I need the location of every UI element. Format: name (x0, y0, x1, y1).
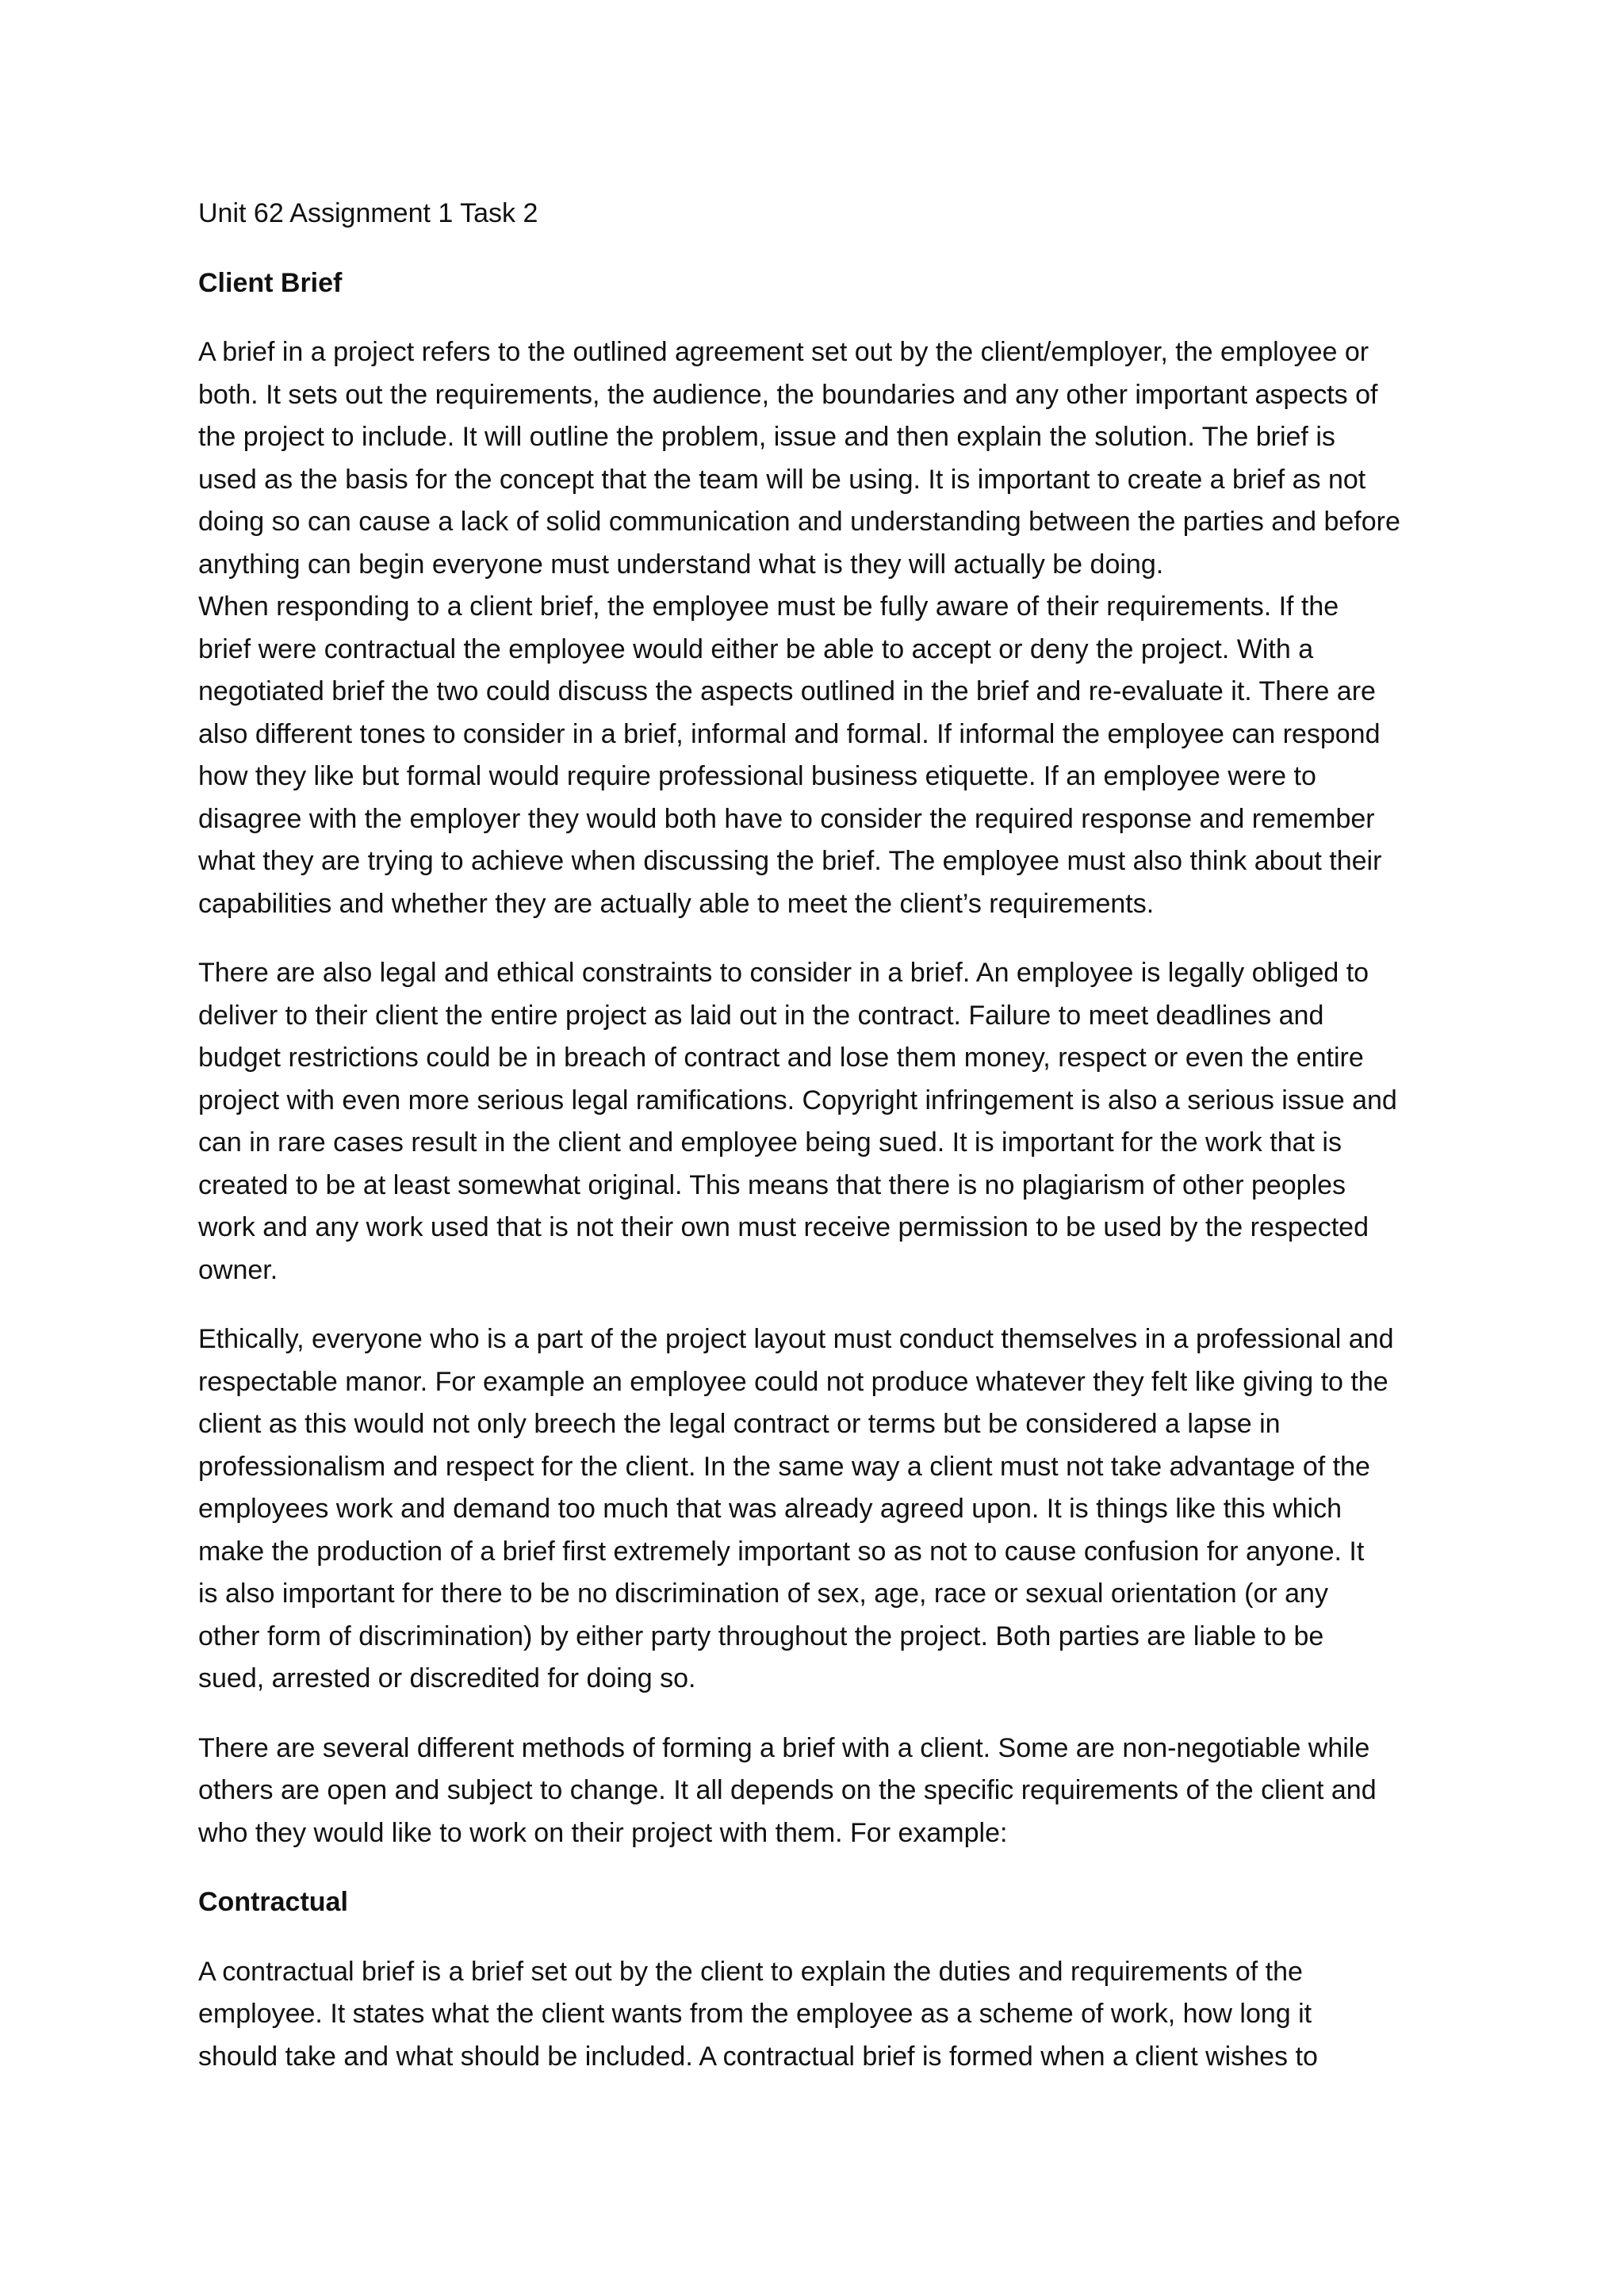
paragraph-legal-constraints (198, 952, 1451, 1292)
paragraph-line: others are open and subject to change. It all depends on the specific requirements of the client and (198, 1775, 1377, 1805)
paragraph-line: respectable manor. For example an employee could not produce whatever they felt like giving to the (198, 1366, 1388, 1397)
paragraph-line: anything can begin everyone must understand what is they will actually be doing. (198, 549, 1164, 580)
heading-text: Contractual (198, 1887, 348, 1917)
document-title (198, 193, 1451, 235)
paragraph-brief-methods (198, 1728, 1451, 1855)
paragraph-line: employee. It states what the client wants from the employee as a scheme of work, how long it (198, 1999, 1312, 2029)
paragraph-line: work and any work used that is not their own must receive permission to be used by the respected (198, 1212, 1369, 1242)
paragraph-responding-to-brief (198, 586, 1451, 925)
paragraph-line: both. It sets out the requirements, the audience, the boundaries and any other important aspects of (198, 379, 1378, 410)
paragraph-contractual-brief (198, 1951, 1451, 2079)
paragraph-line: There are several different methods of forming a brief with a client. Some are non-negotiable while (198, 1732, 1370, 1763)
paragraph-line: the project to include. It will outline the problem, issue and then explain the solution. The brief is (198, 422, 1335, 452)
paragraph-line: brief were contractual the employee would either be able to accept or deny the project. With a (198, 633, 1314, 664)
paragraph-line: other form of discrimination) by either party throughout the project. Both parties are liable to be (198, 1621, 1324, 1651)
paragraph-line: negotiated brief the two could discuss the aspects outlined in the brief and re-evaluate it. There are (198, 676, 1376, 706)
paragraph-line: employees work and demand too much that was already agreed upon. It is things like this which (198, 1494, 1342, 1524)
paragraph-line: capabilities and whether they are actually able to meet the client’s requirements. (198, 888, 1155, 919)
paragraph-brief-definition (198, 331, 1451, 586)
heading-text: Client Brief (198, 267, 343, 298)
paragraph-line: When responding to a client brief, the employee must be fully aware of their requirements. If the (198, 591, 1339, 622)
paragraph-line: budget restrictions could be in breach of contract and lose them money, respect or even the entire (198, 1043, 1364, 1073)
paragraph-line: what they are trying to achieve when discussing the brief. The employee must also think about their (198, 846, 1382, 876)
heading-contractual (198, 1881, 1451, 1924)
paragraph-line: A brief in a project refers to the outlined agreement set out by the client/employer, the employee or (198, 337, 1369, 367)
paragraph-line: can in rare cases result in the client and employee being sued. It is important for the work that is (198, 1127, 1342, 1158)
paragraph-ethical-constraints (198, 1318, 1451, 1701)
paragraph-line: deliver to their client the entire project as laid out in the contract. Failure to meet deadlines and (198, 1000, 1324, 1031)
paragraph-line: doing so can cause a lack of solid communication and understanding between the parties and before (198, 507, 1400, 537)
paragraph-line: Ethically, everyone who is a part of the project layout must conduct themselves in a professional and (198, 1324, 1394, 1354)
paragraph-line: A contractual brief is a brief set out by the client to explain the duties and requirements of the (198, 1956, 1303, 1987)
paragraph-line: professionalism and respect for the client. In the same way a client must not take advantage of the (198, 1451, 1370, 1482)
title-line: Unit 62 Assignment 1 Task 2 (198, 198, 538, 228)
paragraph-line: sued, arrested or discredited for doing so. (198, 1663, 696, 1693)
paragraph-line: used as the basis for the concept that the team will be using. It is important to create a brief as not (198, 464, 1366, 495)
heading-client-brief (198, 262, 1451, 305)
paragraph-line: make the production of a brief first extremely important so as not to cause confusion for anyone. It (198, 1536, 1365, 1567)
paragraph-line: how they like but formal would require professional business etiquette. If an employee were to (198, 761, 1316, 791)
paragraph-line: who they would like to work on their project with them. For example: (198, 1817, 1008, 1848)
document-page (198, 193, 1451, 2105)
paragraph-line: client as this would not only breech the legal contract or terms but be considered a lapse in (198, 1409, 1281, 1439)
paragraph-line: created to be at least somewhat original. This means that there is no plagiarism of other peoples (198, 1169, 1346, 1200)
paragraph-line: owner. (198, 1254, 278, 1285)
paragraph-line: also different tones to consider in a brief, informal and formal. If informal the employee can respond (198, 718, 1381, 749)
paragraph-line: There are also legal and ethical constraints to consider in a brief. An employee is legally obliged to (198, 958, 1369, 988)
paragraph-line: is also important for there to be no discrimination of sex, age, race or sexual orientation (or any (198, 1578, 1328, 1609)
paragraph-line: project with even more serious legal ramifications. Copyright infringement is also a serious issue and (198, 1085, 1397, 1115)
paragraph-line: disagree with the employer they would both have to consider the required response and remember (198, 803, 1375, 834)
paragraph-line: should take and what should be included. A contractual brief is formed when a client wishes to (198, 2041, 1318, 2072)
